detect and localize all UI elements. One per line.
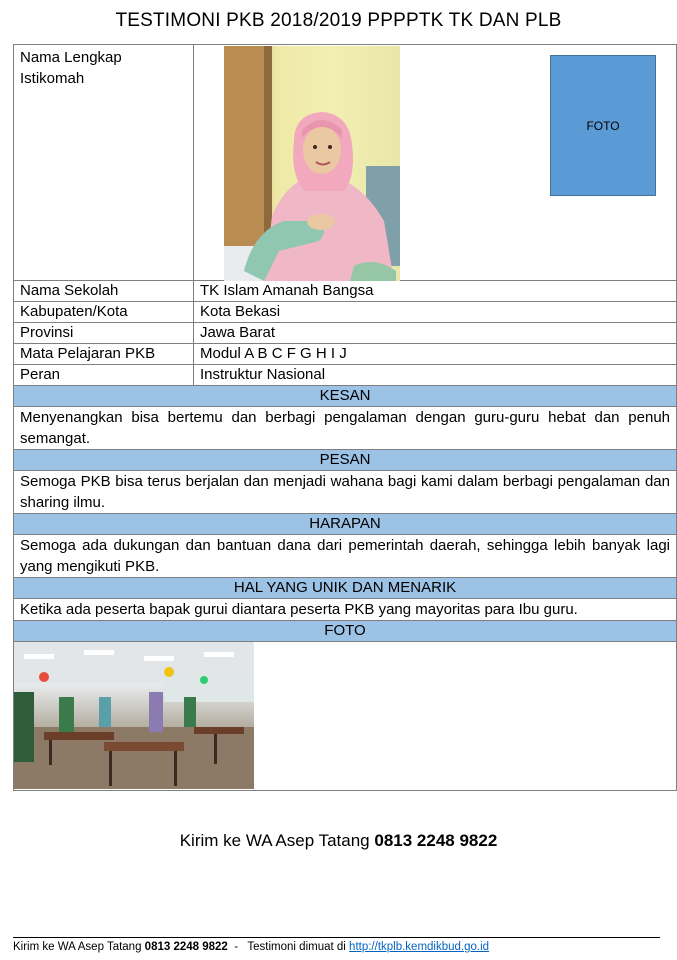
footer-separator: - Testimoni dimuat di — [227, 941, 350, 953]
photo-placeholder: FOTO — [550, 55, 656, 196]
section-heading: KESAN — [14, 386, 677, 407]
section-foto-header — [14, 621, 677, 642]
detail-label: Kabupaten/Kota — [14, 302, 194, 323]
page-footer — [13, 941, 489, 953]
detail-row-province — [14, 323, 677, 344]
section-heading: FOTO — [14, 621, 677, 642]
section-text: Ketika ada peserta bapak gurui diantara peserta PKB yang mayoritas para Ibu guru. — [14, 599, 677, 621]
section-heading: HAL YANG UNIK DAN MENARIK — [14, 578, 677, 599]
detail-label: Nama Sekolah — [14, 281, 194, 302]
footer-link[interactable]: http://tkplb.kemdikbud.go.id — [349, 941, 490, 953]
section-unik-body — [14, 599, 677, 621]
detail-label: Peran — [14, 365, 194, 386]
section-kesan-body — [14, 407, 677, 450]
detail-row-school — [14, 281, 677, 302]
document-title: TESTIMONI PKB 2018/2019 PPPPTK TK DAN PLB — [115, 10, 562, 31]
section-text: Semoga PKB bisa terus berjalan dan menjadi wahana bagi kami dalam berbagi pengalaman dan sharing ilmu. — [14, 471, 677, 514]
section-text: Menyenangkan bisa bertemu dan berbagi pengalaman dengan guru-guru hebat dan penuh semangat. — [14, 407, 677, 450]
detail-row-subject — [14, 344, 677, 365]
detail-label: Mata Pelajaran PKB — [14, 344, 194, 365]
section-heading: PESAN — [14, 450, 677, 471]
name-value: Istikomah — [20, 70, 85, 87]
section-foto-body — [14, 642, 677, 791]
section-unik-header — [14, 578, 677, 599]
person-photo — [224, 46, 400, 281]
detail-value: TK Islam Amanah Bangsa — [194, 281, 677, 302]
detail-value: Jawa Barat — [194, 323, 677, 344]
testimonial-form — [13, 44, 677, 791]
foto-cell — [14, 642, 677, 791]
footer-divider — [13, 937, 660, 938]
footer-prefix: Kirim ke WA Asep Tatang — [13, 941, 145, 953]
classroom-photo — [14, 642, 254, 789]
name-label: Nama Lengkap — [20, 49, 122, 66]
contact-line — [0, 831, 677, 851]
section-kesan-header — [14, 386, 677, 407]
footer-phone: 0813 2248 9822 — [144, 941, 228, 953]
detail-row-role — [14, 365, 677, 386]
detail-row-city — [14, 302, 677, 323]
section-heading: HARAPAN — [14, 514, 677, 535]
contact-phone: 0813 2248 9822 — [374, 831, 498, 850]
detail-value: Modul A B C F G H I J — [194, 344, 677, 365]
detail-label: Provinsi — [14, 323, 194, 344]
section-pesan-header — [14, 450, 677, 471]
contact-prefix: Kirim ke WA Asep Tatang — [179, 831, 375, 850]
photo-cell — [194, 45, 677, 281]
section-harapan-body — [14, 535, 677, 578]
profile-row — [14, 45, 677, 281]
section-harapan-header — [14, 514, 677, 535]
name-cell — [14, 45, 194, 281]
detail-value: Kota Bekasi — [194, 302, 677, 323]
section-text: Semoga ada dukungan dan bantuan dana dari pemerintah daerah, sehingga lebih banyak lagi yang mengikuti PKB. — [14, 535, 677, 578]
detail-value: Instruktur Nasional — [194, 365, 677, 386]
section-pesan-body — [14, 471, 677, 514]
